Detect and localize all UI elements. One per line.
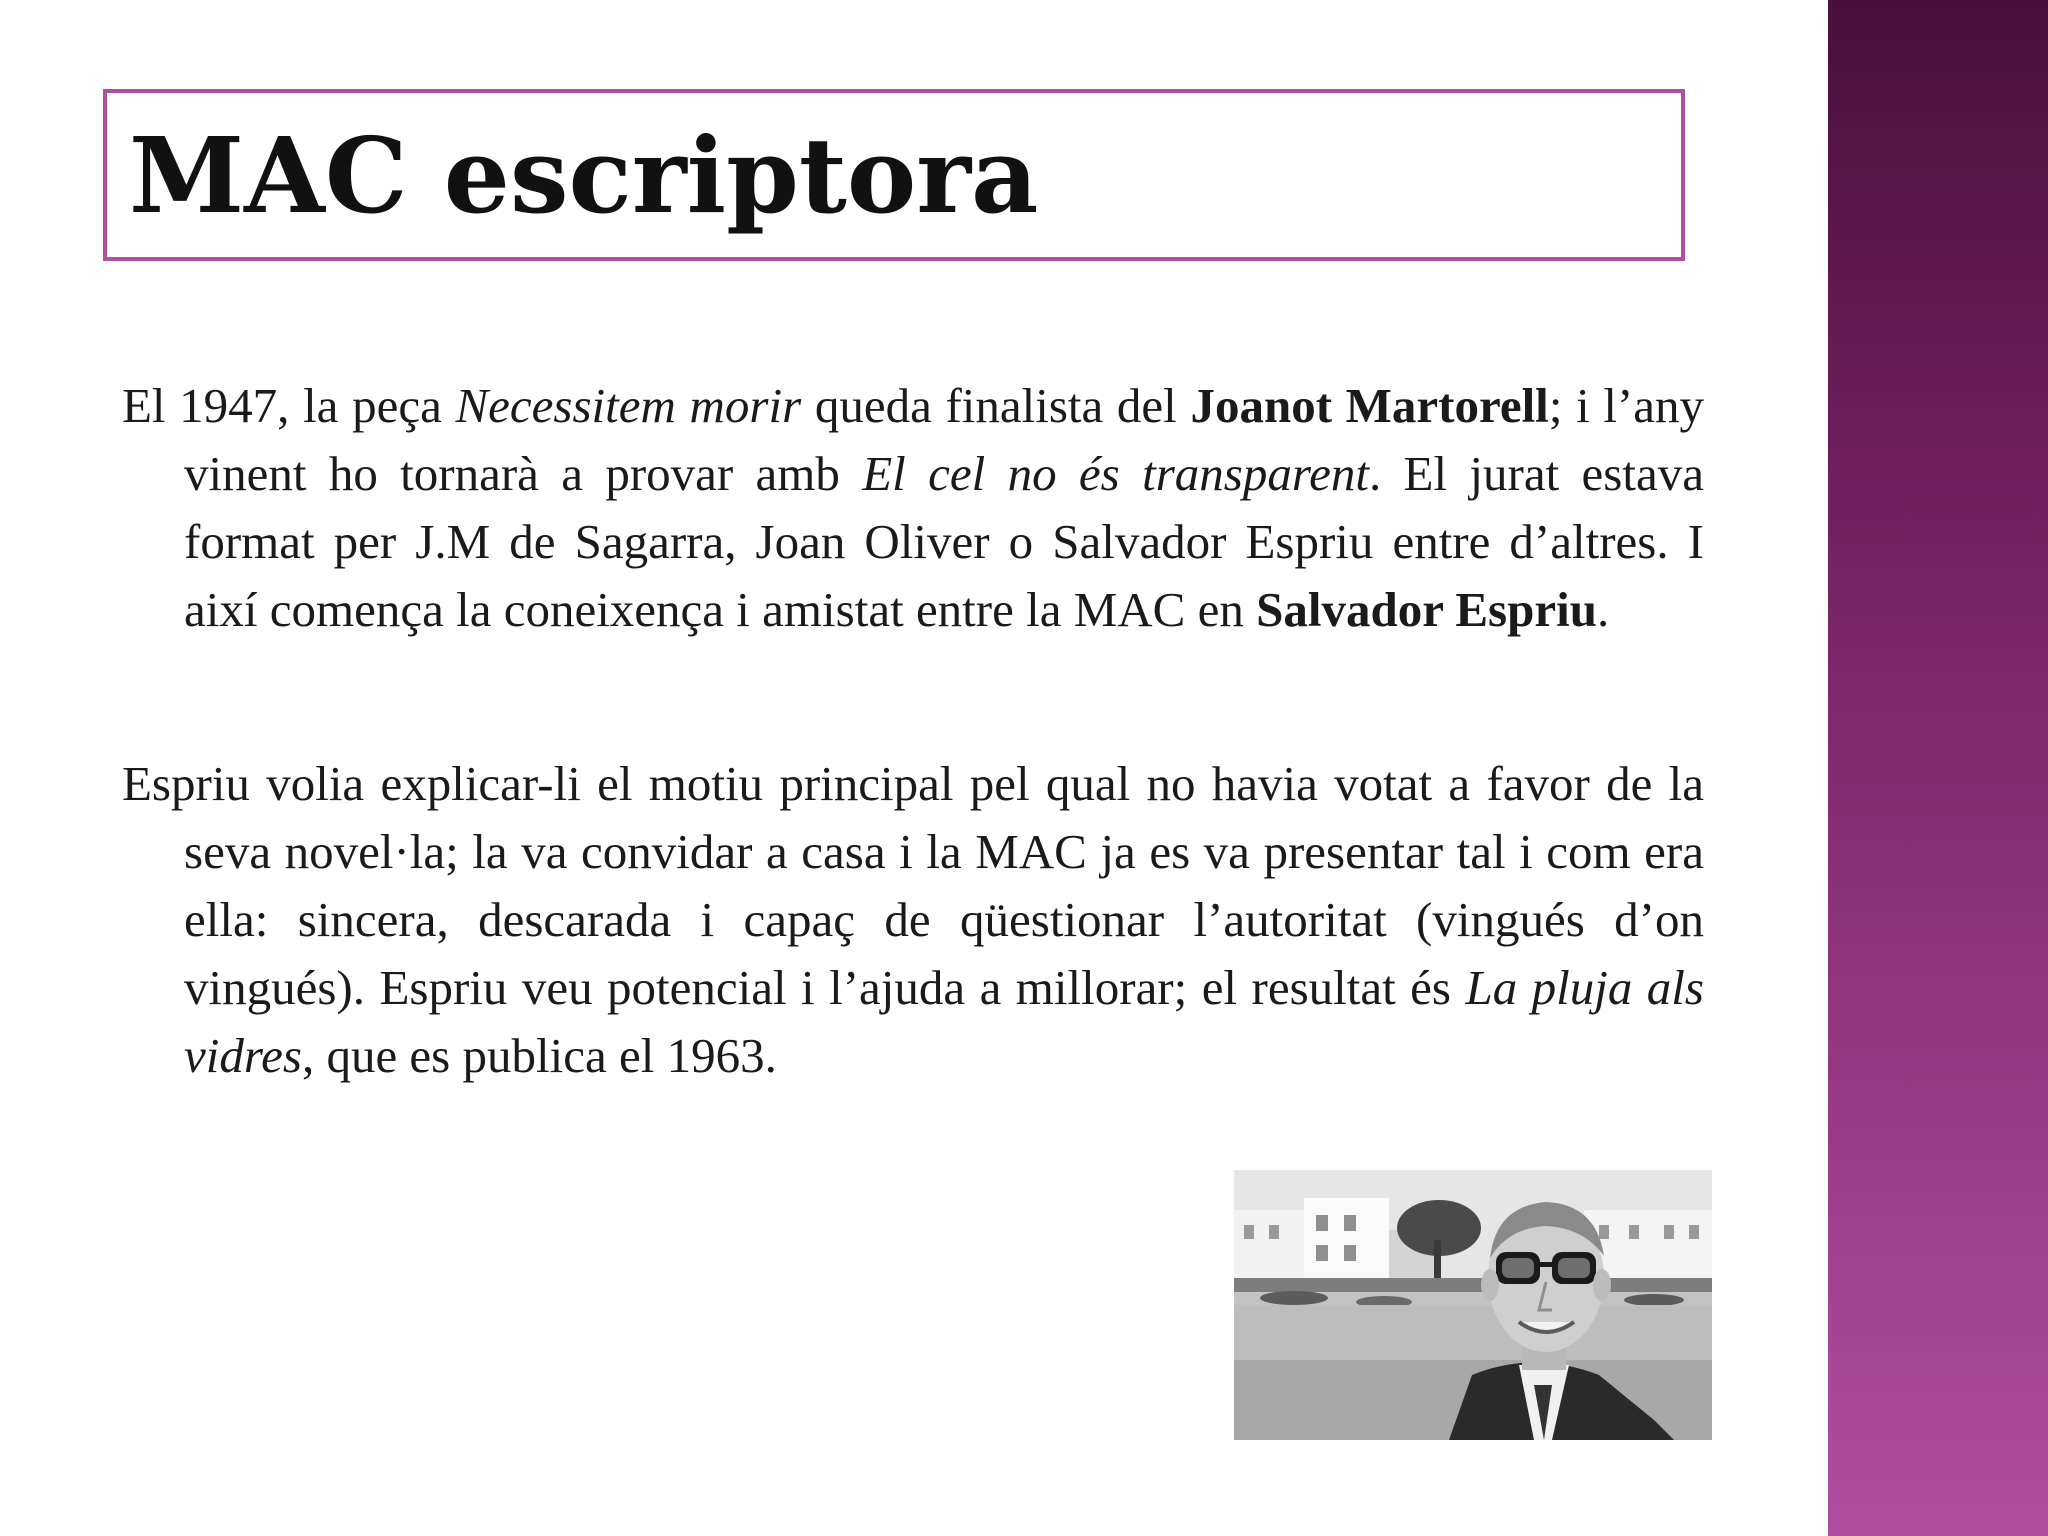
paragraph-1: [122, 372, 1704, 644]
text-segment: . El jurat estava format per J.M de Sagarra, Joan Oliver o Salvador Espriu entre d’altres. I així comença la coneixença i amistat entre la MAC en: [184, 446, 1704, 637]
portrait-photo: [1234, 1170, 1712, 1440]
title-box: [103, 89, 1685, 261]
novel-title-la-pluja-als-vidres: La pluja als vidres: [184, 960, 1704, 1083]
paragraph-2: [122, 750, 1704, 1090]
decorative-side-bar: [1828, 0, 2048, 1536]
text-segment: queda finalista del: [801, 378, 1191, 433]
text-segment: El 1947, la peça: [122, 378, 456, 433]
text-segment: Espriu volia explicar-li el motiu principal pel qual no havia votat a favor de la seva novel·la; la va convidar a casa i la MAC ja es va presentar tal i com era ella: sincera, descarada i capaç de qüestionar l’autoritat (vingués d’on vingués). Espriu veu potencial i l’ajuda a millorar; el resultat és: [122, 756, 1704, 1015]
person-name-salvador-espriu: Salvador Espriu: [1256, 582, 1597, 637]
body-text: [122, 372, 1704, 1090]
play-title-necessitem-morir: Necessitem morir: [455, 378, 802, 433]
slide-title: MAC escriptora: [129, 114, 1039, 237]
text-segment: , que es publica el 1963.: [301, 1028, 777, 1083]
text-segment: ; i l’any vinent ho tornarà a provar amb: [184, 378, 1704, 501]
work-title-el-cel-no-es-transparent: El cel no és transparent: [862, 446, 1369, 501]
text-segment: .: [1596, 582, 1610, 637]
portrait-photo-illustration: [1234, 1170, 1712, 1440]
award-name-joanot-martorell: Joanot Martorell: [1190, 378, 1549, 433]
